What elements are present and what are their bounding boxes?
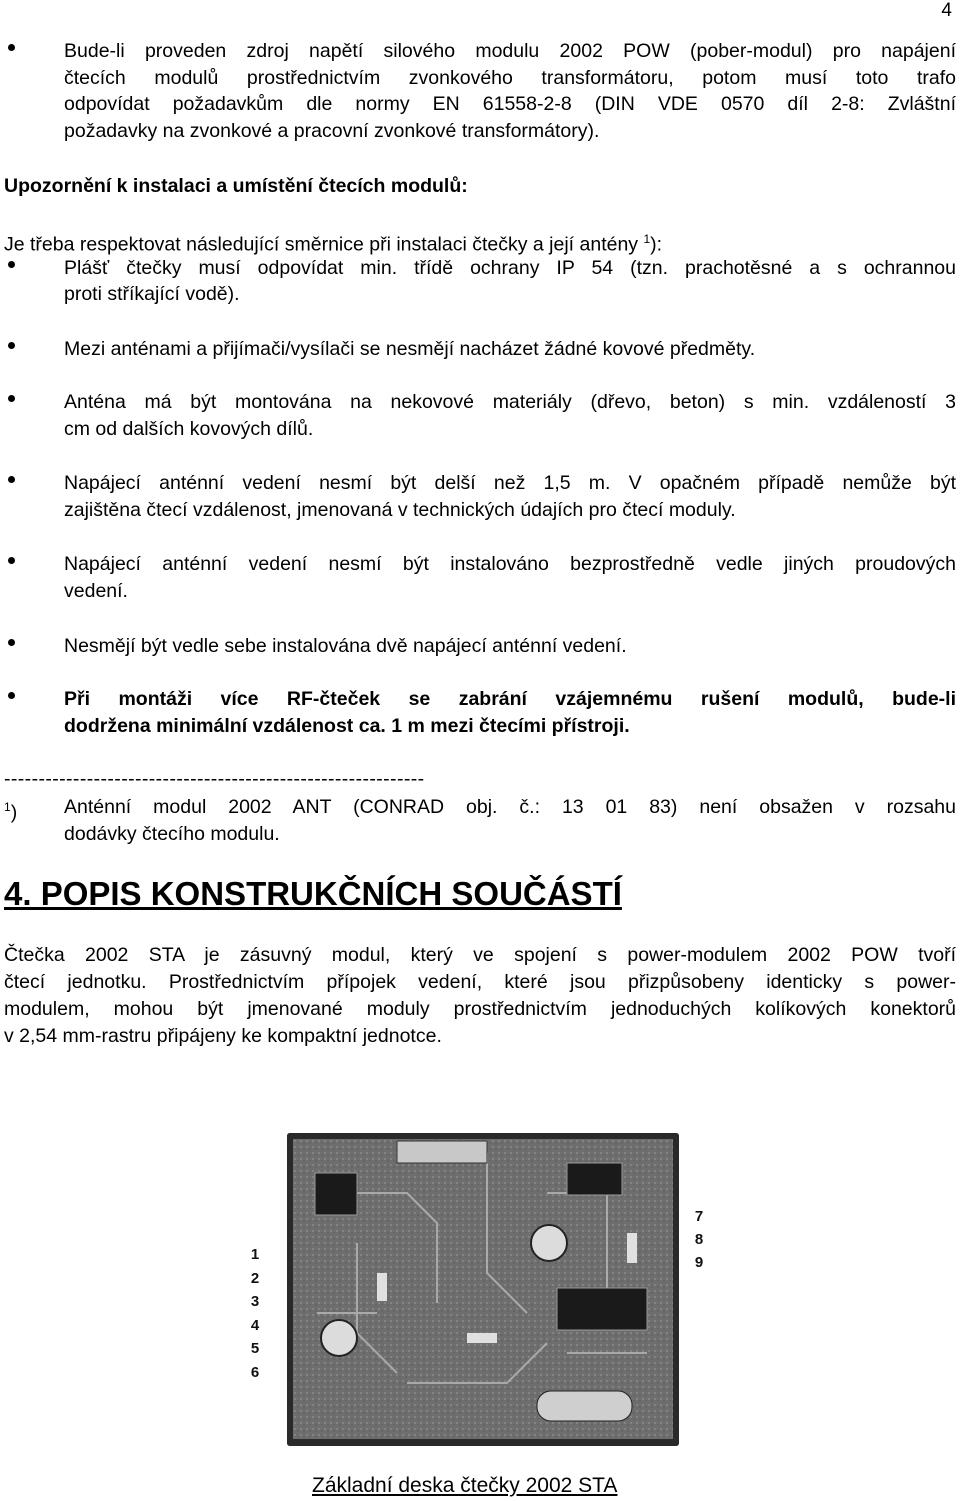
footnote-line: dodávky čtecího modulu. [64, 823, 280, 845]
guideline-text: Je třeba respektovat následující směrnice při instalaci čtečky a její antény [4, 233, 644, 256]
pin-label: 3 [250, 1293, 260, 1310]
footnote-marker [4, 795, 17, 826]
bullet-line: dodržena minimální vzdálenost ca. 1 m mezi čtecími přístroji. [64, 715, 630, 737]
bullet-dot [8, 692, 15, 699]
pin-label: 8 [694, 1231, 704, 1248]
bullet-line: Anténa má být montována na nekovové materiály (dřevo, beton) s min. vzdáleností 3 [64, 391, 956, 413]
pin-label: 5 [250, 1340, 260, 1357]
body-line: Čtečka 2002 STA je zásuvný modul, který ve spojení s power-modulem 2002 POW tvoří [4, 944, 956, 966]
body-line: v 2,54 mm-rastru připájeny ke kompaktní jednotce. [4, 1025, 442, 1047]
bullet-dot [8, 639, 15, 646]
bullet-dot [8, 261, 15, 268]
bullet-line: vedení. [64, 580, 128, 602]
bullet-line: Napájecí anténní vedení nesmí být instalováno bezprostředně vedle jiných proudových [64, 553, 956, 575]
page-number: 4 [941, 0, 952, 21]
bullet-line: Plášť čtečky musí odpovídat min. třídě ochrany IP 54 (tzn. prachotěsné a s ochrannou [64, 257, 956, 279]
warning-title: Upozornění k instalaci a umístění čtecích modulů: [4, 175, 468, 197]
bullet-dot [8, 342, 15, 349]
bullet-line: Napájecí anténní vedení nesmí být delší než 1,5 m. V opačném případě nemůže být [64, 472, 956, 494]
pin-label: 7 [694, 1208, 704, 1225]
bullet-line: zajištěna čtecí vzdálenost, jmenovaná v technických údajích pro čtecí moduly. [64, 499, 736, 521]
pin-label: 4 [250, 1316, 260, 1334]
pin-label: 2 [250, 1269, 260, 1287]
bullet-line: Nesmějí být vedle sebe instalována dvě napájecí anténní vedení. [64, 635, 627, 657]
bullet-dot [8, 395, 15, 402]
right-pin-numbers [688, 1205, 710, 1274]
bullet-line: Mezi anténami a přijímači/vysílači se nesmějí nacházet žádné kovové předměty. [64, 338, 756, 360]
circuit-board-illustration [287, 1133, 679, 1446]
bullet-dot [8, 476, 15, 483]
footnote-mark-tail: ) [10, 801, 18, 824]
body-line: modulem, mohou být jmenované moduly prostřednictvím jednoduchých kolíkových konektorů [4, 998, 956, 1020]
intro-line: Bude-li proveden zdroj napětí silového modulu 2002 POW (pober-modul) pro napájení [64, 40, 956, 62]
guideline-intro [4, 227, 896, 258]
pin-label: 1 [250, 1246, 260, 1263]
footnote-ref: 1 [643, 232, 651, 246]
intro-line: odpovídat požadavkům dle normy EN 61558-2-8 (DIN VDE 0570 díl 2-8: Zvláštní [64, 93, 956, 115]
section-heading: 4. POPIS KONSTRUKČNÍCH SOUČÁSTÍ [4, 875, 622, 912]
footnote-mark: 1 [4, 800, 11, 814]
pin-label: 9 [694, 1254, 704, 1271]
bullet-dot [8, 557, 15, 564]
intro-line: požadavky na zvonkové a pracovní zvonkové transformátory). [64, 120, 600, 142]
pin-label: 6 [250, 1363, 260, 1381]
photo-caption: Základní deska čtečky 2002 STA [312, 1474, 618, 1497]
bullet-line: cm od dalších kovových dílů. [64, 418, 314, 440]
guideline-tail: ): [650, 233, 663, 256]
bullet-line: Při montáži více RF-čteček se zabrání vzájemnému rušení modulů, bude-li [64, 688, 956, 710]
footnote-separator: ------------------------------------------------------------- [4, 768, 425, 790]
intro-line: čtecích modulů prostřednictvím zvonkového transformátoru, potom musí toto trafo [64, 67, 956, 89]
footnote-line: Anténní modul 2002 ANT (CONRAD obj. č.: 13 01 83) není obsažen v rozsahu [64, 796, 956, 818]
body-line: čtecí jednotku. Prostřednictvím přípojek vedení, které jsou přizpůsobeny identicky s power- [4, 971, 956, 993]
left-pin-numbers [245, 1243, 265, 1384]
bullet-line: proti stříkající vodě). [64, 283, 240, 305]
circuit-board-photo [287, 1133, 679, 1446]
bullet-dot [8, 44, 15, 51]
